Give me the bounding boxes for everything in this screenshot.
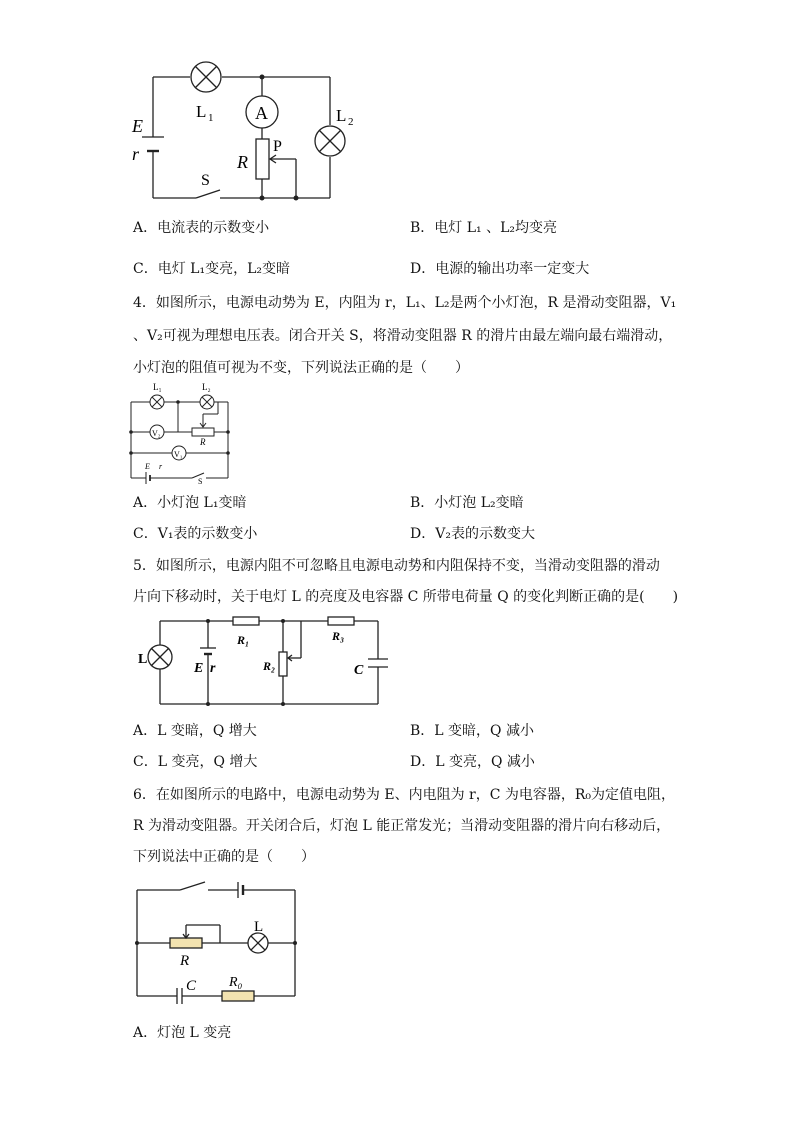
q5-label-r: r [210,661,216,676]
q3-label-L2: L [336,106,347,125]
q5-option-d: D．L 变亮，Q 减小 [410,754,535,770]
q3-label-L2-sub: 2 [348,116,354,128]
q3-option-c: C．电灯 L₁变亮，L₂变暗 [133,261,290,277]
q3-label-r: r [132,144,140,164]
q6-label-C: C [186,978,197,994]
q5-circuit-diagram [138,612,388,712]
q6-label-R: R [180,953,190,969]
q3-option-a: A．电流表的示数变小 [133,220,270,236]
q5-stem-line-1: 5．如图所示，电源内阻不可忽略且电源电动势和内阻保持不变，当滑动变阻器的滑动 [133,558,660,574]
q3-label-S: S [201,172,210,189]
q5-stem-line-2: 片向下移动时，关于电灯 L 的亮度及电容器 C 所带电荷量 Q 的变化判断正确的是( ) [133,589,679,605]
q5-option-c: C．L 变亮，Q 增大 [133,754,258,770]
q4-stem-line-1: 4．如图所示，电源电动势为 E，内阻为 r，L₁、L₂是两个小灯泡，R 是滑动变阻器，V₁ [133,295,677,311]
q4-option-a: A．小灯泡 L₁变暗 [133,495,247,511]
q4-label-R: R [200,437,206,447]
q3-label-L1-sub: 1 [208,112,214,124]
q3-option-d: D．电源的输出功率一定变大 [410,261,590,277]
q3-option-b: B．电灯 L₁ 、L₂均变亮 [410,220,558,236]
q4-label-V1: V₁ [174,450,183,459]
q6-label-L: L [254,919,264,935]
q5-option-a: A．L 变暗，Q 增大 [133,723,257,739]
q3-label-E: E [132,116,143,136]
q4-option-b: B．小灯泡 L₂变暗 [410,495,524,511]
q4-label-S: S [198,477,203,485]
q5-option-b: B．L 变暗，Q 减小 [410,723,534,739]
q6-label-R0: R₀ [229,975,243,990]
q3-label-R: R [237,152,248,172]
q4-label-L2: L₂ [202,382,211,392]
q6-stem-line-3: 下列说法中正确的是（ ） [133,849,315,865]
q4-option-c: C．V₁表的示数变小 [133,526,258,542]
q4-option-d: D．V₂表的示数变大 [410,526,535,542]
q3-label-P: P [273,138,282,155]
q4-stem-line-3: 小灯泡的阻值可视为不变，下列说法正确的是（ ） [133,360,469,376]
q4-label-r: r [159,462,163,471]
q4-stem-line-2: 、V₂可视为理想电压表。闭合开关 S，将滑动变阻器 R 的滑片由最左端向最右端滑动， [133,328,673,344]
q5-label-E: E [194,661,204,676]
q4-label-V2: V₂ [152,429,161,438]
q6-option-a: A．灯泡 L 变亮 [133,1025,232,1041]
q3-label-A: A [255,103,268,123]
q5-label-L: L [138,652,148,667]
q4-label-L1: L₁ [153,382,162,392]
q4-label-E: E [145,462,150,471]
q4-circuit-diagram [126,380,236,485]
q6-circuit-diagram [130,875,305,1005]
q6-stem-line-1: 6．在如图所示的电路中，电源电动势为 E、内电阻为 r，C 为电容器，R₀为定值电阻， [133,787,676,803]
q3-label-L1: L [196,102,207,121]
q6-stem-line-2: R 为滑动变阻器。开关闭合后，灯泡 L 能正常发光；当滑动变阻器的滑片向右移动后， [133,818,671,834]
q5-label-C: C [354,663,364,678]
q5-label-R1: R₁ [237,633,250,647]
q3-circuit-diagram [120,55,380,210]
q5-label-R3: R₃ [332,629,345,643]
q5-label-R2: R₂ [263,659,276,673]
